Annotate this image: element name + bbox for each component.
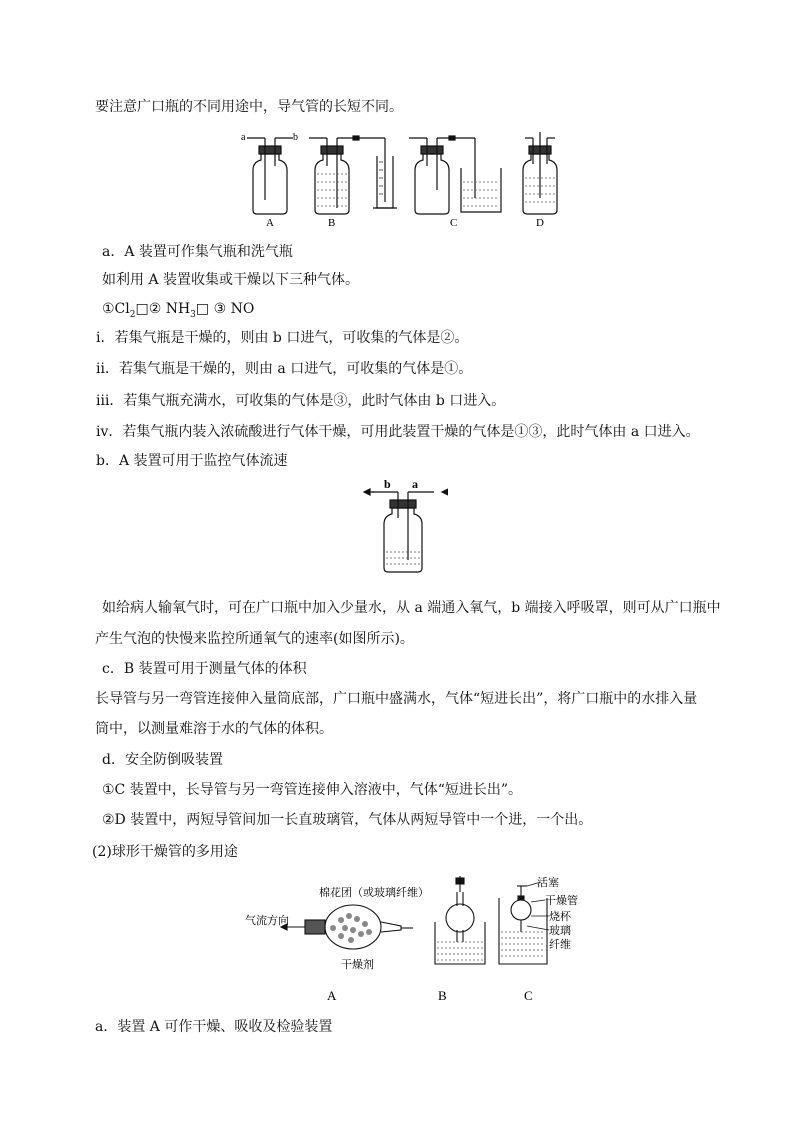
label-b: B xyxy=(328,217,336,228)
flow-port-a-label: a xyxy=(412,478,418,491)
flow-direction-label: 气流方向 xyxy=(245,915,289,927)
text-d-heading: d．安全防倒吸装置 xyxy=(102,752,223,768)
port-a-label: a xyxy=(241,132,246,143)
desiccant-label: 干燥剂 xyxy=(341,959,374,971)
text-case-iii: ⅲ．若集气瓶充满水，可收集的气体是③，此时气体由 b 口进入。 xyxy=(96,393,506,409)
text-b-heading: b．A 装置可用于监控气体流速 xyxy=(96,453,288,469)
port-b-label: b xyxy=(293,132,298,143)
text-a-intro: 如利用 A 装置收集或干燥以下三种气体。 xyxy=(102,272,360,288)
text-a-heading: a．A 装置可作集气瓶和洗气瓶 xyxy=(102,244,293,260)
glass-label: 玻璃 xyxy=(549,925,571,937)
fig3-label-a: A xyxy=(327,988,337,1003)
text-d-para-1: ①C 装置中，长导管与另一弯管连接伸入溶液中，气体“短进长出”。 xyxy=(102,782,523,798)
stopcock-label: 活塞 xyxy=(537,877,559,889)
fiber-label: 纤维 xyxy=(549,939,571,951)
figure-flow-monitor xyxy=(358,478,448,578)
beaker-label: 烧杯 xyxy=(549,911,571,923)
bottle-c xyxy=(409,136,501,214)
drying-tube-b xyxy=(435,876,485,964)
figure-drying-tube xyxy=(245,872,585,1007)
drying-tube-c xyxy=(499,882,549,964)
text-intro: 要注意广口瓶的不同用途中，导气管的长短不同。 xyxy=(95,99,403,115)
text-section-2: (2)球形干燥管的多用途 xyxy=(92,844,238,860)
fig3-label-c: C xyxy=(524,988,533,1003)
text-case-ii: ⅱ．若集气瓶是干燥的，则由 a 口进气，可收集的气体是①。 xyxy=(96,361,473,377)
text-c-heading: c．B 装置可用于测量气体的体积 xyxy=(102,661,307,677)
flow-port-b-label: b xyxy=(384,478,391,491)
text-b-para-2: 产生气泡的快慢来监控所通氧气的速率(如图所示)。 xyxy=(95,631,414,647)
text-gases: $①Cl_2□②$ $NH_3□$ ③ NO xyxy=(102,301,255,320)
label-d: D xyxy=(536,217,544,228)
bottle-b xyxy=(309,136,397,214)
label-c: C xyxy=(450,217,458,228)
text-b-para-1: 如给病人输氧气时，可在广口瓶中加入少量水，从 a 端通入氧气，b 端接入呼吸罩，则可从广口瓶中 xyxy=(102,600,721,616)
label-a: A xyxy=(266,217,274,228)
bottle-a xyxy=(247,138,293,214)
text-2a-heading: a．装置 A 可作干燥、吸收及检验装置 xyxy=(95,1019,333,1035)
text-case-iv: ⅳ．若集气瓶内装入浓硫酸进行气体干燥，可用此装置干燥的气体是①③，此时气体由 a 口进入。 xyxy=(96,424,700,440)
text-case-i: ⅰ．若集气瓶是干燥的，则由 b 口进气，可收集的气体是②。 xyxy=(96,330,469,346)
bottle-d xyxy=(523,132,557,214)
text-c-para-1: 长导管与另一弯管连接伸入量筒底部，广口瓶中盛满水，气体“短进长出”，将广口瓶中的水排入量 xyxy=(95,691,698,707)
fig3-label-b: B xyxy=(438,988,447,1003)
drying-tube-a xyxy=(281,905,413,949)
figure-gas-bottles xyxy=(235,128,565,228)
cotton-label: 棉花团（或玻璃纤维） xyxy=(319,887,429,899)
drying-tube-label: 干燥管 xyxy=(545,895,578,907)
text-c-para-2: 筒中，以测量难溶于水的气体的体积。 xyxy=(95,721,333,737)
text-d-para-2: ②D 装置中，两短导管间加一长直玻璃管，气体从两短导管中一个进，一个出。 xyxy=(102,812,593,828)
